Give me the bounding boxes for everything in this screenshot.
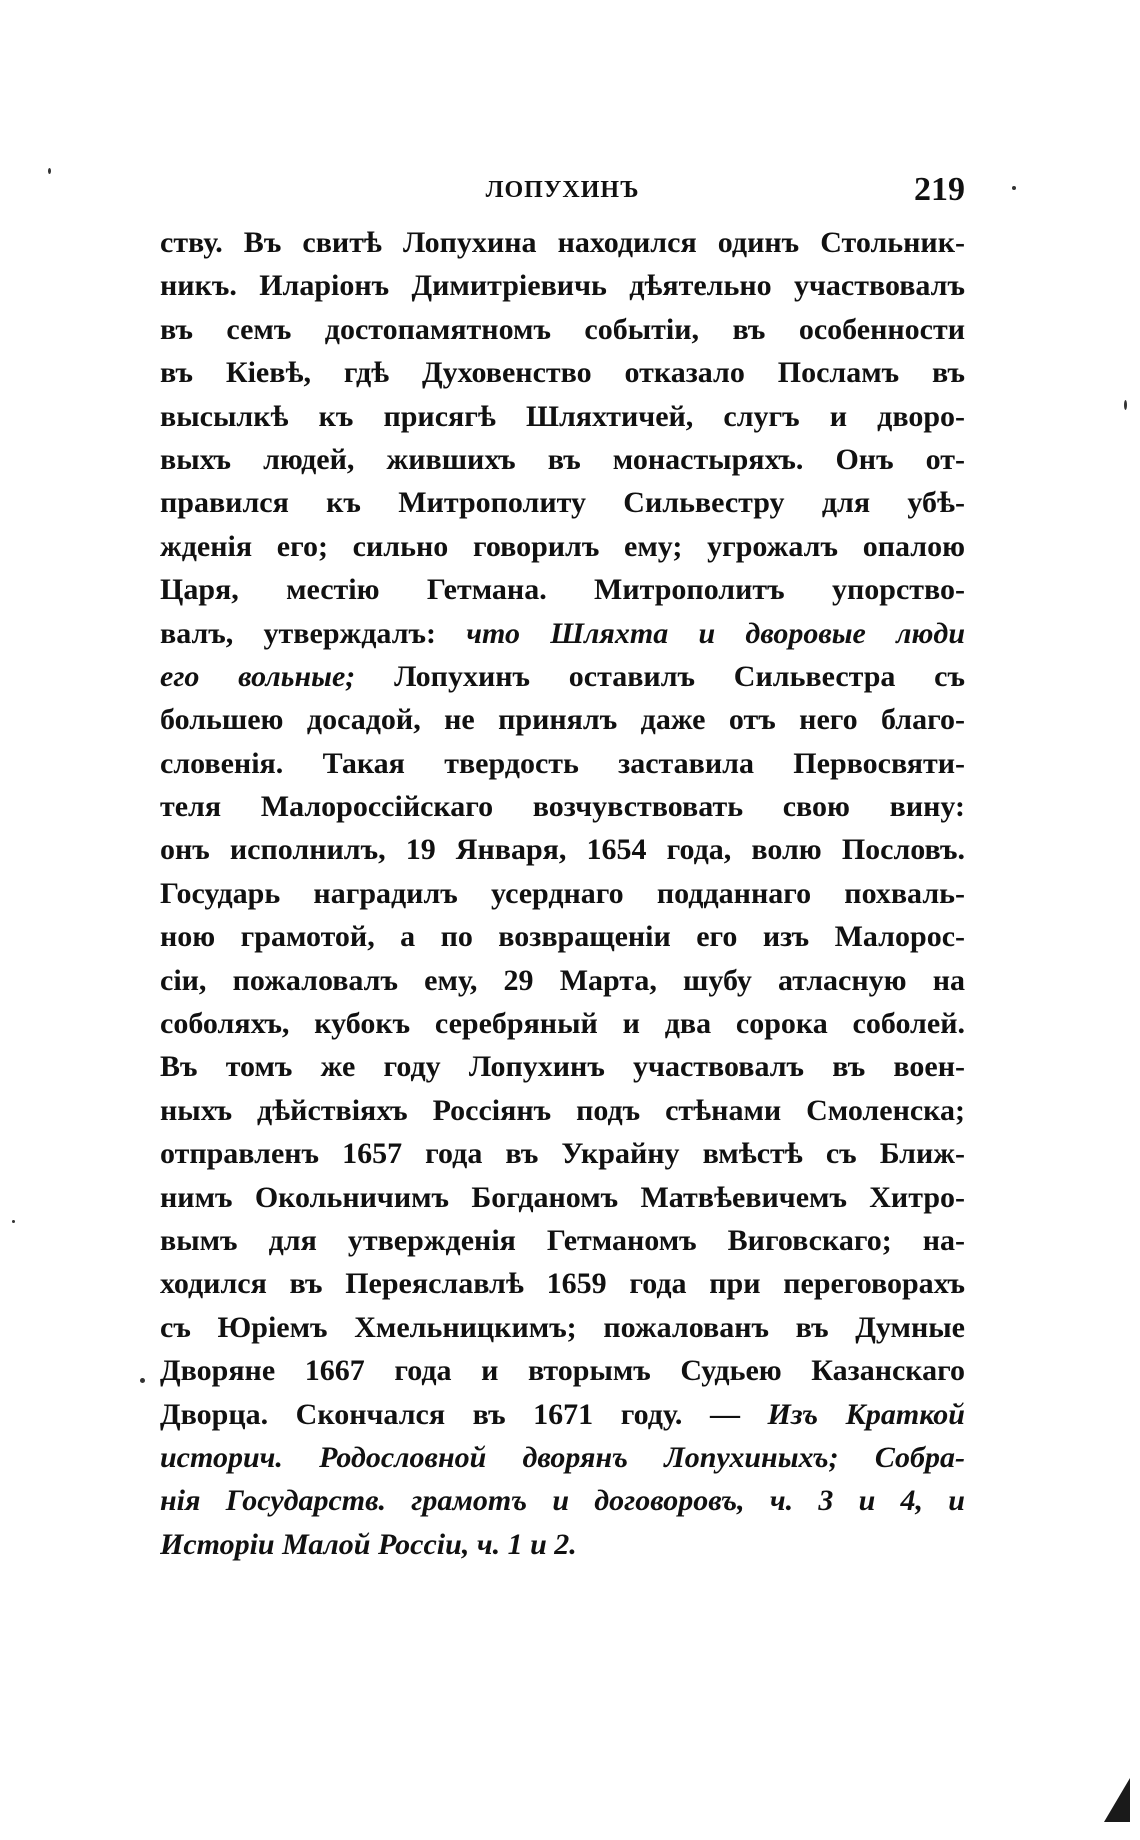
scan-speck [48,168,51,174]
page-header [160,168,965,212]
line-text: правился къ Митрополиту Сильвестру для убѣ- [160,486,965,520]
text-line [160,1089,965,1132]
line-italic-text: Изъ Краткой [767,1397,965,1431]
text-line [160,395,965,438]
line-text: ству. Въ свитѣ Лопухина находился одинъ Стольник- [160,226,965,259]
scan-speck [1012,186,1016,190]
text-line [160,915,965,958]
line-text: выхъ людей, жившихъ въ монастыряхъ. Онъ от- [160,442,965,476]
line-text: высылкѣ къ присягѣ Шляхтичей, слугъ и дворо- [160,399,965,433]
text-line [160,1262,965,1305]
text-line [160,742,965,785]
text-line [160,1045,965,1088]
line-text: въ семъ достопамятномъ событіи, въ особенности [160,312,965,346]
line-text: ходился въ Переяславлѣ 1659 года при переговорахъ [160,1267,965,1301]
text-line [160,872,965,915]
line-text: нимъ Окольничимъ Богданомъ Матвѣевичемъ Хитро- [160,1180,965,1214]
line-text: теля Малороссійскаго возчувствовать свою вину: [160,790,965,824]
scan-speck [140,1378,145,1383]
line-text: ною грамотой, а по возвращеніи его изъ Малорос- [160,920,965,954]
corner-mark [1104,1778,1130,1822]
line-text: Въ томъ же году Лопухинъ участвовалъ въ воен- [160,1050,965,1084]
line-text: сіи, пожаловалъ ему, 29 Марта, шубу атласную на [160,963,965,997]
scan-speck [12,1220,15,1223]
text-line [160,1219,965,1262]
line-text: Лопухинъ оставилъ Сильвестра съ [355,659,965,693]
text-line [160,1436,965,1479]
text-line [160,438,965,481]
text-line [160,568,965,611]
line-text: въ Кіевѣ, гдѣ Духовенство отказало Посламъ въ [160,356,965,390]
text-line [160,264,965,307]
text-line [160,308,965,351]
text-line [160,351,965,394]
text-line [160,481,965,524]
text-line [160,655,965,698]
line-text: Дворяне 1667 года и вторымъ Судьею Казанскаго [160,1354,965,1388]
page-number: 219 [914,171,965,208]
line-text: отправленъ 1657 года въ Украйну вмѣстѣ съ Ближ- [160,1137,965,1171]
line-italic-text: Исторіи Малой Россіи, ч. 1 и 2. [160,1527,577,1561]
line-text: Дворца. Скончался въ 1671 году. — [160,1397,768,1431]
line-italic-text: его вольные; [160,659,356,693]
text-line [160,1132,965,1175]
line-text: жденія его; сильно говорилъ ему; угрожалъ опалою [160,529,965,563]
text-line [160,1176,965,1219]
text-line [160,221,965,264]
body-text [160,221,965,1566]
text-line [160,959,965,1002]
line-italic-text: историч. Родословной дворянъ Лопухиныхъ; Собра- [160,1440,965,1474]
line-text: Царя, местію Гетмана. Митрополитъ упорство- [160,573,965,607]
line-text: вымъ для утвержденія Гетманомъ Виговскаго; на- [160,1223,965,1257]
text-line [160,785,965,828]
text-line [160,1393,965,1436]
text-line [160,1523,965,1566]
text-line [160,1002,965,1045]
text-line [160,1479,965,1522]
line-text: никъ. Иларіонъ Димитріевичь дѣятельно участвовалъ [160,269,965,303]
text-line [160,828,965,871]
line-italic-text: что Шляхта и дворовые люди [466,616,965,650]
text-line [160,1349,965,1392]
running-head: ЛОПУХИНЪ [485,177,640,203]
line-text: Государь наградилъ усерднаго подданнаго похваль- [160,876,965,910]
line-text: ныхъ дѣйствіяхъ Россіянъ подъ стѣнами Смоленска; [160,1093,965,1127]
line-text: словенія. Такая твердость заставила Первосвяти- [160,746,965,780]
line-text: валъ, утверждалъ: [160,616,467,650]
scan-speck [1124,400,1127,410]
text-line [160,525,965,568]
line-italic-text: нія Государств. грамотъ и договоровъ, ч. 3 и 4, и [160,1484,965,1518]
line-text: съ Юріемъ Хмельницкимъ; пожалованъ въ Думные [160,1310,965,1344]
text-line [160,612,965,655]
text-line [160,1306,965,1349]
line-text: большею досадой, не принялъ даже отъ него благо- [160,703,965,737]
text-line [160,698,965,741]
line-text: онъ исполнилъ, 19 Января, 1654 года, волю Пословъ. [160,833,965,867]
line-text: соболяхъ, кубокъ серебряный и два сорока соболей. [160,1007,965,1041]
